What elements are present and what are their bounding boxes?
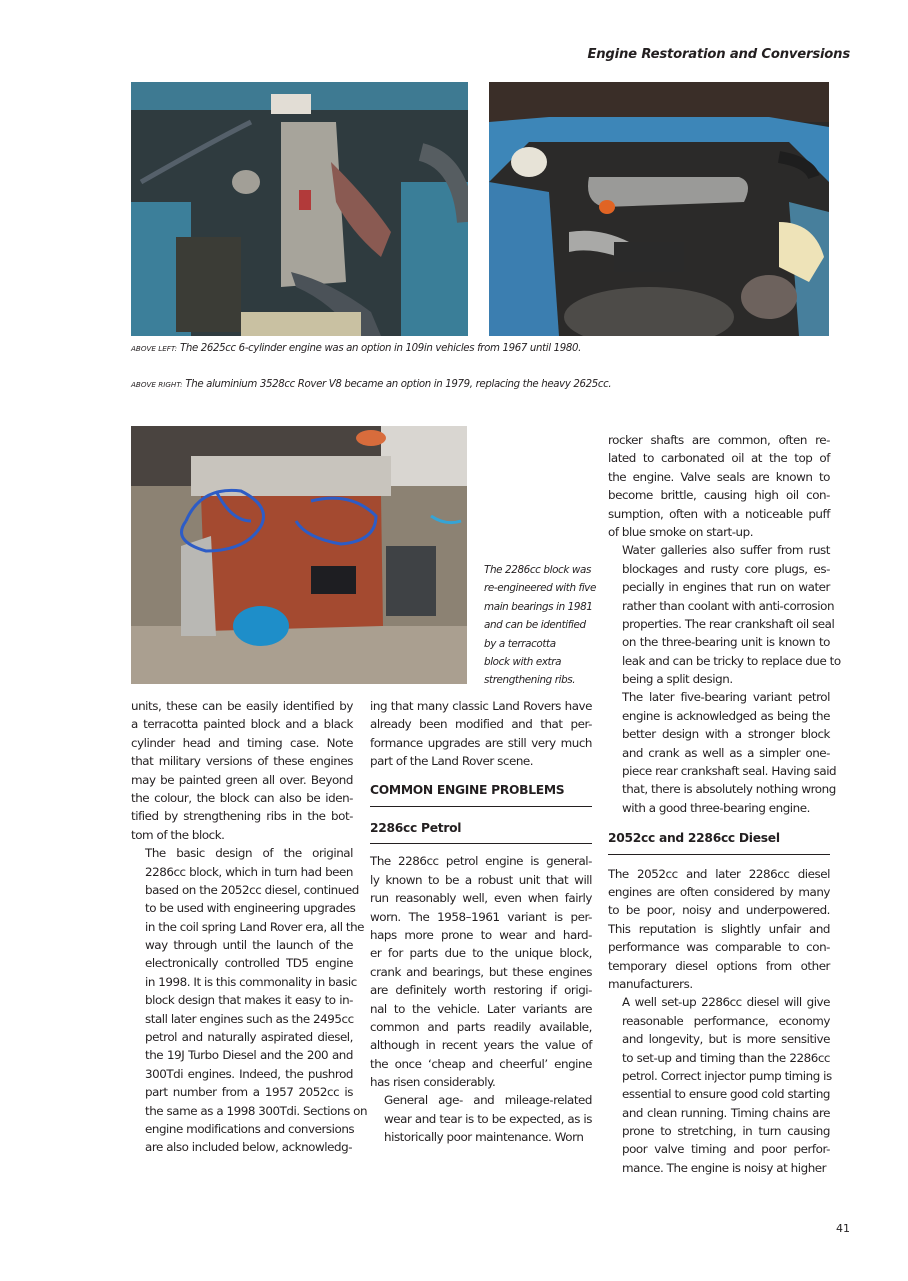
text-line: properties. The rear crankshaft oil seal	[622, 616, 835, 631]
paragraph	[608, 993, 830, 1177]
text-line: lated to carbonated oil at the top of	[608, 451, 830, 466]
text-line: Water galleries also suffer from rust	[622, 543, 830, 558]
text-line: to set-up and timing than the 2286cc	[622, 1050, 830, 1065]
text-line: tified by strengthening ribs in the bot-	[131, 809, 353, 824]
photo-2286cc-block	[131, 426, 467, 684]
page-number: 41	[836, 1222, 850, 1235]
caption-label: ABOVE RIGHT:	[131, 380, 183, 389]
text-line: historically poor maintenance. Worn	[384, 1130, 584, 1145]
text-line: electronically controlled TD5 engine	[145, 956, 353, 971]
text-column-1	[131, 697, 368, 1157]
text-line: formance upgrades are still very much	[370, 735, 592, 750]
text-line: cylinder head and timing case. Note	[131, 735, 353, 750]
text-line: of blue smoke on start-up.	[608, 524, 754, 539]
text-line: the once ‘cheap and cheerful’ engine	[370, 1056, 592, 1071]
text-line: haps more prone to wear and hard-	[370, 927, 592, 942]
text-line: petrol and naturally aspirated diesel,	[145, 1030, 353, 1045]
paragraph	[370, 697, 592, 771]
text-line: The 2286cc petrol engine is general-	[370, 854, 592, 869]
text-line: temporary diesel options from other	[608, 958, 830, 973]
paragraph	[608, 865, 830, 994]
text-line: to be poor, noisy and underpowered.	[608, 903, 830, 918]
sub-heading-diesel: 2052cc and 2286cc Diesel	[608, 829, 830, 854]
text-line: are also included below, acknowledg-	[145, 1140, 353, 1155]
text-line: are definitely worth restoring if origi-	[370, 983, 592, 998]
text-line: The later five-bearing variant petrol	[622, 690, 830, 705]
text-line: petrol. Correct injector pump timing is	[622, 1068, 832, 1083]
text-line: part of the Land Rover scene.	[370, 754, 534, 769]
section-heading: COMMON ENGINE PROBLEMS	[370, 781, 592, 807]
caption-line: main bearings in 1981	[484, 600, 593, 613]
text-line: although in recent years the value of	[370, 1038, 592, 1053]
photo-6-cylinder-engine	[131, 82, 468, 336]
text-line: pecially in engines that run on water	[622, 580, 830, 595]
caption-line: strengthening ribs.	[484, 674, 576, 687]
text-line: poor valve timing and poor perfor-	[622, 1142, 830, 1157]
text-line: manufacturers.	[608, 976, 693, 991]
text-line: already been modified and that per-	[370, 717, 592, 732]
text-line: engine is acknowledged as being the	[622, 708, 830, 723]
side-caption-2286cc-block	[484, 561, 604, 690]
text-line: better design with a stronger block	[622, 727, 830, 742]
caption-line: and can be identified	[484, 619, 586, 632]
caption-above-left	[131, 343, 581, 354]
text-line: and longevity, but is more sensitive	[622, 1032, 830, 1047]
text-line: become brittle, causing high oil con-	[608, 488, 830, 503]
text-line: stall later engines such as the 2495cc	[145, 1011, 354, 1026]
text-line: in 1998. It is this commonality in basic	[145, 974, 357, 989]
text-line: performance was comparable to con-	[608, 940, 830, 955]
text-line: sumption, often with a noticeable puff	[608, 506, 830, 521]
caption-line: by a terracotta	[484, 637, 556, 650]
text-line: worn. The 1958–1961 variant is per-	[370, 909, 592, 924]
caption-line: re-engineered with five	[484, 582, 597, 595]
text-line: that, there is absolutely nothing wrong	[622, 782, 836, 797]
text-line: part number from a 1957 2052cc is	[145, 1085, 353, 1100]
caption-line: block with extra	[484, 656, 562, 669]
text-line: engine modifications and conversions	[145, 1121, 355, 1136]
text-line: being a split design.	[622, 672, 733, 687]
text-line: a terracotta painted block and a black	[131, 717, 353, 732]
text-line: ly known to be a robust unit that will	[370, 872, 592, 887]
text-line: rather than coolant with anti-corrosion	[622, 598, 835, 613]
paragraph	[608, 688, 837, 817]
text-line: mance. The engine is noisy at higher	[622, 1160, 827, 1175]
paragraph	[608, 541, 841, 688]
text-line: er for parts due to the unique block,	[370, 946, 592, 961]
text-line: block design that makes it easy to in-	[145, 993, 353, 1008]
paragraph	[370, 852, 592, 1091]
text-line: to be used with engineering upgrades	[145, 901, 356, 916]
text-line: prone to stretching, in turn causing	[622, 1124, 830, 1139]
text-line: rocker shafts are common, often re-	[608, 433, 830, 447]
text-line: 300Tdi engines. Indeed, the pushrod	[145, 1066, 353, 1081]
text-line: common and parts readily available,	[370, 1019, 592, 1034]
text-line: leak and can be tricky to replace due to	[622, 653, 841, 668]
text-line: run reasonably well, even when fairly	[370, 891, 592, 906]
text-line: The basic design of the original	[145, 846, 353, 861]
text-line: may be painted green all over. Beyond	[131, 772, 353, 787]
text-line: tom of the block.	[131, 827, 225, 842]
text-line: This reputation is slightly unfair and	[608, 921, 830, 936]
text-line: engines are often considered by many	[608, 885, 830, 899]
text-line: crank and bearings, but these engines	[370, 964, 592, 979]
text-line: and crank as well as a simpler one-	[622, 745, 830, 760]
text-column-3	[608, 431, 841, 1177]
text-line: way through until the launch of the	[145, 938, 353, 953]
text-line: 2286cc block, which in turn had been	[145, 864, 353, 879]
photo-rover-v8-engine	[489, 82, 829, 336]
text-line: on the three-bearing unit is known to	[622, 635, 830, 650]
text-line: has risen considerably.	[370, 1075, 496, 1090]
text-line: with a good three-bearing engine.	[622, 800, 810, 815]
text-line: that military versions of these engines	[131, 754, 353, 769]
running-head: Engine Restoration and Conversions	[587, 47, 850, 62]
text-line: piece rear crankshaft seal. Having said	[622, 764, 837, 779]
paragraph	[370, 1091, 592, 1146]
paragraph	[131, 697, 353, 844]
caption-label: ABOVE LEFT:	[131, 344, 178, 353]
caption-line: The 2286cc block was	[484, 564, 591, 576]
text-line: General age- and mileage-related	[384, 1093, 592, 1108]
caption-text: The aluminium 3528cc Rover V8 became an option in 1979, replacing the heavy 2625cc.	[185, 379, 612, 390]
text-line: ing that many classic Land Rovers have	[370, 699, 592, 713]
text-line: A well set-up 2286cc diesel will give	[622, 995, 830, 1010]
text-line: nal to the vehicle. Later variants are	[370, 1001, 592, 1016]
text-line: blockages and rusty core plugs, es-	[622, 561, 830, 576]
text-line: the 19J Turbo Diesel and the 200 and	[145, 1048, 353, 1063]
caption-text: The 2625cc 6-cylinder engine was an option in 109in vehicles from 1967 until 1980.	[179, 343, 582, 354]
paragraph	[608, 431, 830, 541]
paragraph	[131, 844, 368, 1157]
text-line: and clean running. Timing chains are	[622, 1105, 830, 1120]
text-line: The 2052cc and later 2286cc diesel	[608, 866, 830, 881]
text-column-2	[370, 697, 592, 1147]
text-line: the colour, the block can also be iden-	[131, 790, 353, 805]
text-line: wear and tear is to be expected, as is	[384, 1111, 592, 1126]
text-line: essential to ensure good cold starting	[622, 1087, 830, 1102]
text-line: reasonable performance, economy	[622, 1013, 830, 1028]
caption-above-right	[131, 379, 611, 390]
text-line: the engine. Valve seals are known to	[608, 469, 830, 484]
text-line: in the coil spring Land Rover era, all the	[145, 919, 365, 934]
text-line: based on the 2052cc diesel, continued	[145, 882, 359, 897]
text-line: units, these can be easily identified by	[131, 699, 353, 713]
sub-heading-petrol: 2286cc Petrol	[370, 819, 592, 844]
text-line: the same as a 1998 300Tdi. Sections on	[145, 1103, 368, 1118]
